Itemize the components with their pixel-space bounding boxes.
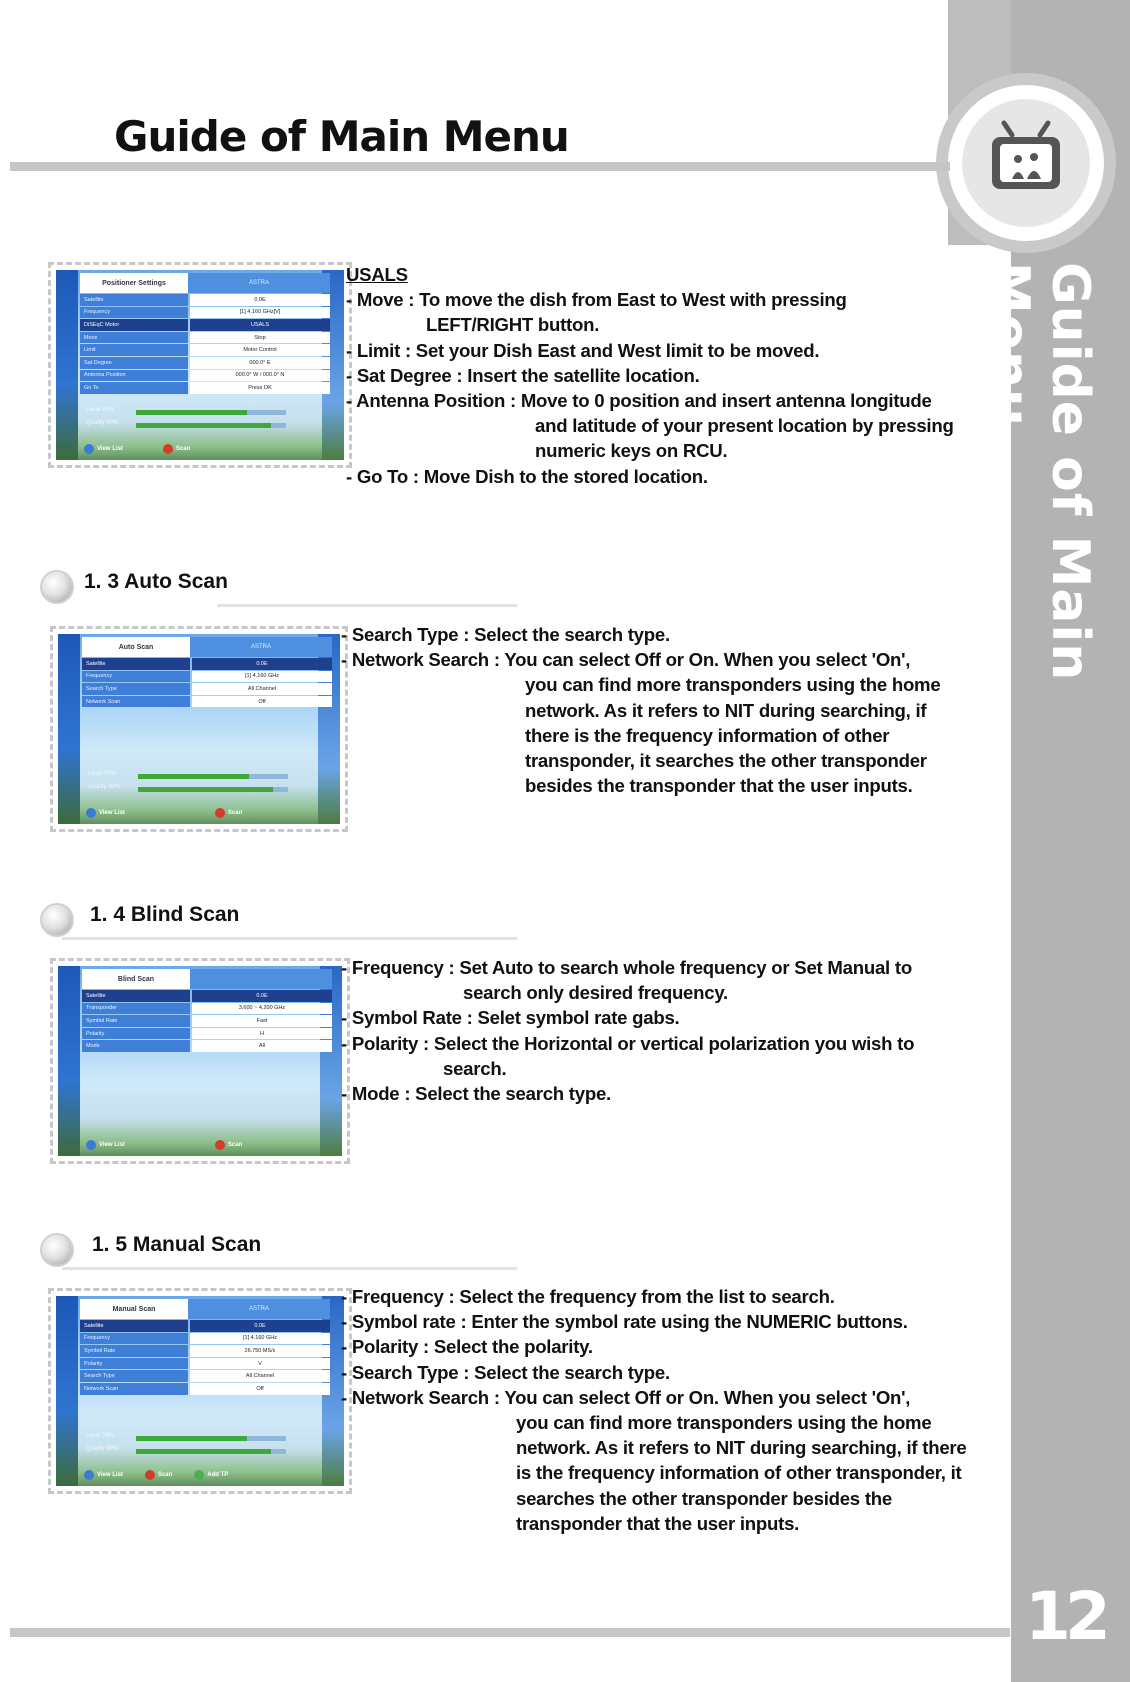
menu-row-value: V	[190, 1358, 330, 1370]
green-key-icon	[194, 1470, 204, 1480]
manual-scan-item-frequency: - Frequency : Select the frequency from the list to search.	[341, 1286, 835, 1307]
item-continuation: you can find more transponders using the home	[525, 674, 941, 696]
page-title: Guide of Main Menu	[114, 112, 569, 161]
usals-menu	[80, 273, 330, 394]
screen-left-strip	[58, 634, 80, 824]
manual-scan-item-search-type: - Search Type : Select the search type.	[341, 1361, 670, 1383]
section-bullet-icon	[42, 1235, 72, 1265]
auto-scan-screenshot	[50, 626, 348, 832]
item-continuation: searches the other transponder besides the	[516, 1487, 892, 1509]
menu-row-selected[interactable]	[80, 1320, 330, 1332]
scan-label: Scan	[227, 810, 243, 816]
menu-row-key: Transponder	[82, 1003, 190, 1015]
item-continuation: there is the frequency information of other	[525, 724, 890, 746]
menu-row-value: Off	[190, 1383, 330, 1395]
side-band	[980, 0, 1130, 1682]
menu-row[interactable]	[80, 1333, 330, 1345]
item-continuation: network. As it refers to NIT during searching, if	[525, 699, 927, 721]
menu-row[interactable]	[80, 1383, 330, 1395]
menu-row-value: USALS	[190, 319, 330, 331]
item-text: - Frequency : Set Auto to search whole frequency or Set Manual to	[341, 957, 912, 978]
item-text: - Polarity : Select the Horizontal or vertical polarization you wish to	[341, 1032, 915, 1054]
menu-row-key: Frequency	[82, 671, 190, 683]
add-tp-button[interactable]	[194, 1468, 228, 1482]
menu-row-value: 0.0E	[190, 294, 330, 306]
title-rule	[10, 162, 950, 171]
menu-row-key: Symbol Rate	[80, 1345, 188, 1357]
level-fill	[138, 774, 249, 779]
menu-row-key: Go To	[80, 382, 188, 394]
menu-row[interactable]	[80, 1345, 330, 1357]
menu-row-key: Symbol Rate	[82, 1015, 190, 1027]
manual-scan-item-symbol-rate: - Symbol rate : Enter the symbol rate using the NUMERIC buttons.	[341, 1311, 908, 1333]
auto-scan-menu	[82, 637, 332, 707]
menu-row-key: Polarity	[82, 1028, 190, 1040]
menu-row[interactable]	[80, 1370, 330, 1382]
blind-scan-screenshot	[50, 958, 350, 1164]
quality-track	[136, 1449, 286, 1454]
item-continuation: LEFT/RIGHT button.	[426, 314, 600, 336]
scan-button[interactable]	[215, 806, 242, 820]
auto-scan-item-search-type: - Search Type : Select the search type.	[341, 624, 670, 645]
scan-button[interactable]	[145, 1468, 172, 1482]
menu-row-value: H	[192, 1028, 332, 1040]
view-list-label: View List	[99, 810, 125, 816]
menu-row-key: Network Scan	[82, 696, 190, 708]
usals-item-limit: - Limit : Set your Dish East and West limit to be moved.	[346, 339, 820, 361]
screen-left-strip	[58, 966, 80, 1156]
usals-item-go-to: - Go To : Move Dish to the stored location.	[346, 465, 708, 487]
menu-title-bar	[80, 1299, 330, 1319]
scan-label: Scan	[227, 1142, 243, 1148]
item-continuation: besides the transponder that the user inputs.	[525, 775, 913, 797]
menu-row[interactable]	[80, 357, 330, 369]
level-gauge	[88, 770, 318, 782]
menu-row-key: Frequency	[80, 307, 188, 319]
quality-gauge	[88, 783, 318, 795]
blind-scan-item-frequency	[341, 955, 914, 1005]
menu-row-value: [1] 4.160 GHz[V]	[190, 307, 330, 319]
section-title: 1. 4 Blind Scan	[90, 903, 240, 926]
usals-item-sat-degree: - Sat Degree : Insert the satellite location.	[346, 364, 700, 386]
auto-scan-screen	[58, 634, 340, 824]
quality-fill	[136, 423, 271, 428]
menu-row-key: DiSEqC Motor	[80, 319, 188, 331]
manual-scan-screenshot	[48, 1288, 352, 1494]
menu-row-value: Stop	[190, 332, 330, 344]
menu-row-key: Network Scan	[80, 1383, 188, 1395]
menu-row-key: Move	[80, 332, 188, 344]
menu-row-value: Press OK	[190, 382, 330, 394]
menu-row-value: All Channel	[190, 1370, 330, 1382]
menu-satellite-name	[190, 969, 332, 989]
scan-label: Scan	[175, 446, 191, 452]
red-key-icon	[215, 808, 225, 818]
scan-label: Scan	[157, 1472, 173, 1478]
menu-row[interactable]	[80, 307, 330, 319]
menu-row-value: Motor Control	[190, 344, 330, 356]
blind-scan-item-symbol-rate: - Symbol Rate : Selet symbol rate gabs.	[341, 1007, 680, 1029]
blind-scan-item-mode: - Mode : Select the search type.	[341, 1083, 611, 1105]
item-text: - Network Search : You can select Off or On. When you select 'On',	[341, 1386, 911, 1408]
section-title: 1. 5 Manual Scan	[92, 1233, 262, 1256]
item-continuation: search.	[443, 1057, 507, 1079]
view-list-button[interactable]	[84, 1468, 123, 1482]
menu-title-bar	[82, 637, 332, 657]
blind-scan-description	[341, 955, 914, 1106]
side-title: Guide of Main Menu	[980, 262, 1100, 682]
section-underline	[62, 937, 517, 940]
bottom-rule	[10, 1628, 1010, 1637]
menu-row[interactable]	[80, 344, 330, 356]
screen-left-strip	[56, 270, 78, 460]
menu-row-value: 3,600 ~ 4,200 GHz	[192, 1003, 332, 1015]
tv-icon	[962, 99, 1090, 227]
item-text: - Network Search : You can select Off or On. When you select 'On',	[341, 649, 911, 671]
menu-row-key: Polarity	[80, 1358, 188, 1370]
menu-satellite-name: ASTRA	[190, 637, 332, 657]
menu-row[interactable]	[82, 1040, 332, 1052]
item-continuation: transponder that the user inputs.	[516, 1512, 800, 1534]
blind-scan-screen	[58, 966, 342, 1156]
red-key-icon	[215, 1140, 225, 1150]
menu-title-bar	[80, 273, 330, 293]
page-number: 12	[1025, 1578, 1105, 1655]
menu-row-value: 0.0E	[190, 1320, 330, 1332]
menu-row[interactable]	[82, 696, 332, 708]
menu-row-value: 0.0E	[192, 658, 332, 670]
blue-key-icon	[84, 444, 94, 454]
red-key-icon	[145, 1470, 155, 1480]
tv-badge	[948, 85, 1104, 241]
menu-row-key: Antenna Position	[80, 370, 188, 382]
menu-row-value: [1] 4.160 GHz	[192, 671, 332, 683]
screen-footer	[86, 806, 242, 820]
section-title: 1. 3 Auto Scan	[84, 570, 228, 593]
view-list-label: View List	[97, 1472, 123, 1478]
view-list-button[interactable]	[86, 1138, 125, 1152]
menu-row[interactable]	[82, 1003, 332, 1015]
menu-title: Positioner Settings	[80, 273, 188, 293]
menu-row-key: Limit	[80, 344, 188, 356]
auto-scan-description	[341, 622, 940, 798]
menu-row-value: 26.750 MS/s	[190, 1345, 330, 1357]
menu-row-value: 0.0E	[192, 990, 332, 1002]
menu-satellite-name: ASTRA	[188, 1299, 330, 1319]
item-text: - Move : To move the dish from East to West with pressing	[346, 289, 847, 311]
menu-row[interactable]	[82, 683, 332, 695]
item-continuation: and latitude of your present location by pressing	[535, 415, 954, 437]
tv-badge-inner	[962, 99, 1090, 227]
menu-row[interactable]	[82, 671, 332, 683]
item-continuation: is the frequency information of other transponder, it	[516, 1462, 962, 1484]
usals-item-move	[346, 287, 954, 337]
menu-row-value: 000.0° E	[190, 357, 330, 369]
quality-label: Quality 90%	[88, 784, 121, 790]
view-list-label: View List	[99, 1142, 125, 1148]
blue-key-icon	[84, 1470, 94, 1480]
menu-row[interactable]	[80, 382, 330, 394]
quality-fill	[136, 1449, 271, 1454]
menu-title: Auto Scan	[82, 637, 190, 657]
level-gauge	[86, 406, 316, 418]
usals-description	[346, 262, 954, 489]
quality-label: Quality 90%	[86, 420, 119, 426]
screen-footer	[86, 1138, 242, 1152]
view-list-button[interactable]	[84, 442, 123, 456]
menu-row-value: 000.0° W / 000.0° N	[190, 370, 330, 382]
red-key-icon	[163, 444, 173, 454]
menu-row[interactable]	[80, 1358, 330, 1370]
usals-item-antenna-position	[346, 388, 954, 464]
item-continuation: search only desired frequency.	[463, 982, 728, 1004]
quality-gauge	[86, 419, 316, 431]
manual-scan-item-polarity: - Polarity : Select the polarity.	[341, 1336, 593, 1358]
menu-title-bar	[82, 969, 332, 989]
quality-gauge	[86, 1445, 316, 1457]
screen-footer	[84, 1468, 228, 1482]
blue-key-icon	[86, 808, 96, 818]
menu-row[interactable]	[80, 332, 330, 344]
level-label: Level 74%	[86, 407, 115, 413]
menu-title: Blind Scan	[82, 969, 190, 989]
level-fill	[136, 410, 247, 415]
level-track	[138, 774, 288, 779]
view-list-button[interactable]	[86, 806, 125, 820]
section-underline	[62, 1267, 517, 1270]
level-fill	[136, 1436, 247, 1441]
blind-scan-item-polarity	[341, 1031, 914, 1081]
menu-row-value: [1] 4.160 GHz	[190, 1333, 330, 1345]
menu-row-selected[interactable]	[82, 990, 332, 1002]
usals-screen	[56, 270, 344, 460]
blind-scan-menu	[82, 969, 332, 1052]
section-underline	[217, 604, 517, 607]
menu-row-key: Search Type	[82, 683, 190, 695]
view-list-label: View List	[97, 446, 123, 452]
menu-row-key: Satellite	[80, 1320, 188, 1332]
scan-button[interactable]	[163, 442, 190, 456]
auto-scan-item-network-search	[341, 647, 940, 798]
menu-row[interactable]	[82, 1015, 332, 1027]
menu-row-selected[interactable]	[82, 658, 332, 670]
menu-row-value: Fast	[192, 1015, 332, 1027]
manual-scan-screen	[56, 1296, 344, 1486]
menu-row-value: Off	[192, 696, 332, 708]
item-continuation: you can find more transponders using the home	[516, 1412, 932, 1434]
usals-screenshot	[48, 262, 352, 468]
menu-row-selected[interactable]	[80, 319, 330, 331]
item-continuation: numeric keys on RCU.	[535, 440, 728, 462]
item-text: - Antenna Position : Move to 0 position and insert antenna longitude	[346, 390, 932, 412]
quality-track	[136, 423, 286, 428]
item-continuation: network. As it refers to NIT during searching, if there	[516, 1437, 967, 1459]
screen-left-strip	[56, 1296, 78, 1486]
screen-footer	[84, 442, 190, 456]
scan-button[interactable]	[215, 1138, 242, 1152]
manual-scan-menu	[80, 1299, 330, 1395]
usals-heading: USALS	[346, 264, 408, 285]
manual-scan-description	[341, 1284, 967, 1536]
level-label: Level 74%	[86, 1433, 115, 1439]
menu-row-key: Frequency	[80, 1333, 188, 1345]
blue-key-icon	[86, 1140, 96, 1150]
level-label: Level 74%	[88, 771, 117, 777]
quality-fill	[138, 787, 273, 792]
menu-satellite-name: ASTRA	[188, 273, 330, 293]
level-track	[136, 1436, 286, 1441]
menu-row[interactable]	[80, 294, 330, 306]
menu-row-key: Satellite	[82, 990, 190, 1002]
menu-row-value: All Channel	[192, 683, 332, 695]
menu-row-key: Satellite	[82, 658, 190, 670]
add-tp-label: Add TP	[207, 1472, 229, 1478]
quality-track	[138, 787, 288, 792]
menu-row-key: Sat Degree	[80, 357, 188, 369]
section-bullet-icon	[42, 572, 72, 602]
section-bullet-icon	[42, 905, 72, 935]
item-continuation: transponder, it searches the other transponder	[525, 750, 927, 772]
menu-row[interactable]	[82, 1028, 332, 1040]
level-gauge	[86, 1432, 316, 1444]
menu-row-key: Search Type	[80, 1370, 188, 1382]
menu-row-key: Mode	[82, 1040, 190, 1052]
menu-title: Manual Scan	[80, 1299, 188, 1319]
manual-scan-item-network-search	[341, 1385, 967, 1536]
quality-label: Quality 90%	[86, 1446, 119, 1452]
menu-row-key: Satellite	[80, 294, 188, 306]
level-track	[136, 410, 286, 415]
menu-row[interactable]	[80, 370, 330, 382]
menu-row-value: All	[192, 1040, 332, 1052]
